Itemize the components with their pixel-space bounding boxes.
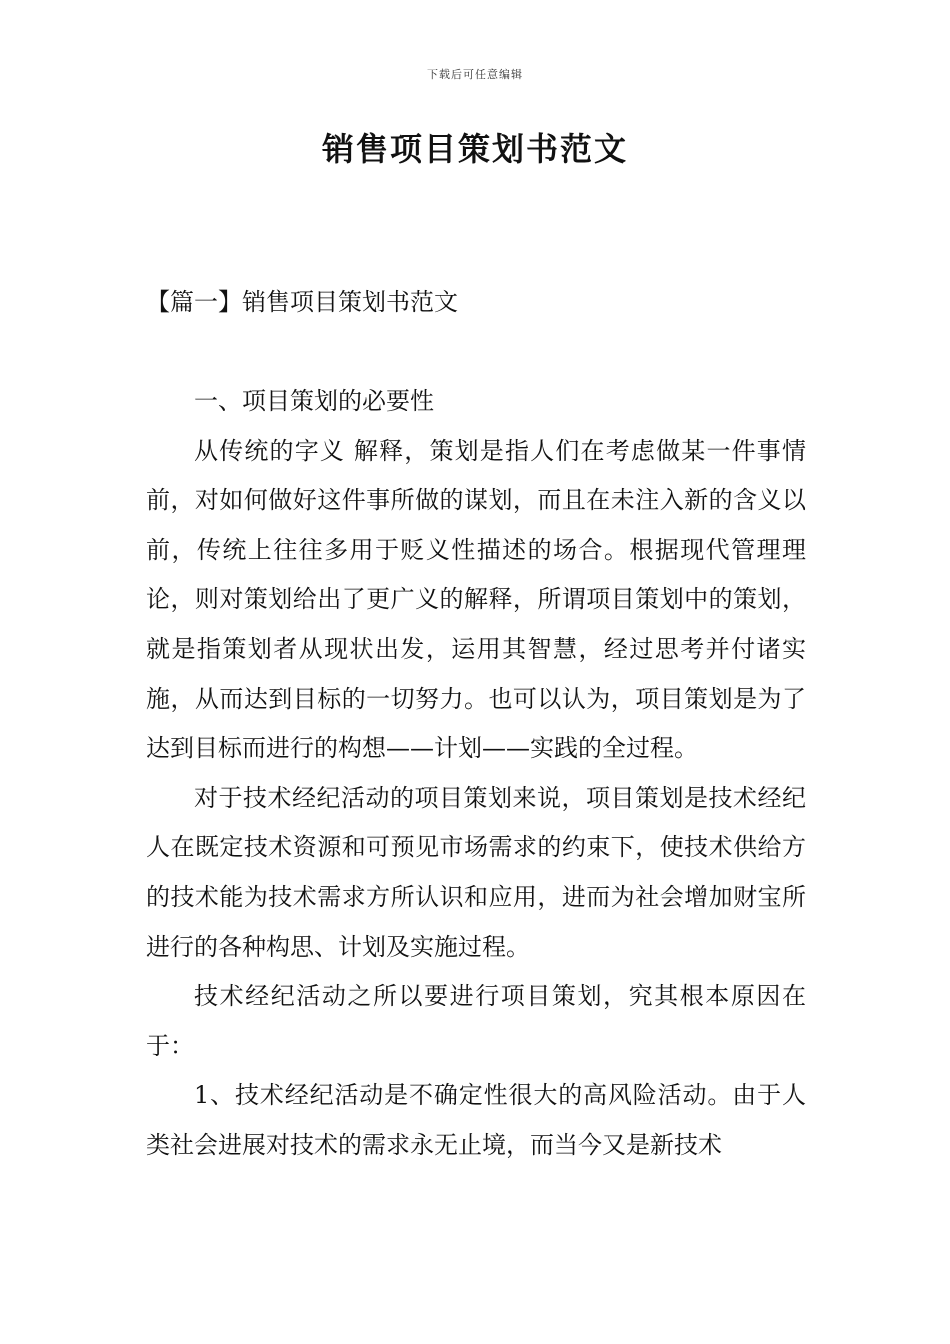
document-body: [146, 377, 806, 1171]
document-title: 销售项目策划书范文: [321, 130, 628, 168]
paragraph: 对于技术经纪活动的项目策划来说，项目策划是技术经纪人在既定技术资源和可预见市场需求的约束下，使技术供给方的技术能为技术需求方所认识和应用，进而为社会增加财宝所进行的各种构思、计划及实施过程。: [146, 783, 806, 961]
paragraph: 从传统的字义 解释，策划是指人们在考虑做某一件事情前，对如何做好这件事所做的谋划，而且在未注入新的含义以前，传统上往往多用于贬义性描述的场合。根据现代管理理论，则对策划给出了更广义的解释，所谓项目策划中的策划，就是指策划者从现状出发，运用其智慧，经过思考并付诸实施，从而达到目标的一切努力。也可以认为，项目策划是为了达到目标而进行的构想——计划——实践的全过程。: [146, 436, 806, 763]
subsection-heading: 一、项目策划的必要性: [194, 387, 434, 415]
paragraph: 技术经纪活动之所以要进行项目策划，究其根本原因在于：: [146, 982, 806, 1060]
paragraph: 1、技术经纪活动是不确定性很大的高风险活动。由于人类社会进展对技术的需求永无止境，而当今又是新技术: [146, 1081, 806, 1159]
header-note: 下载后可任意编辑: [427, 68, 523, 81]
section-heading: 【篇一】销售项目策划书范文: [146, 288, 458, 316]
